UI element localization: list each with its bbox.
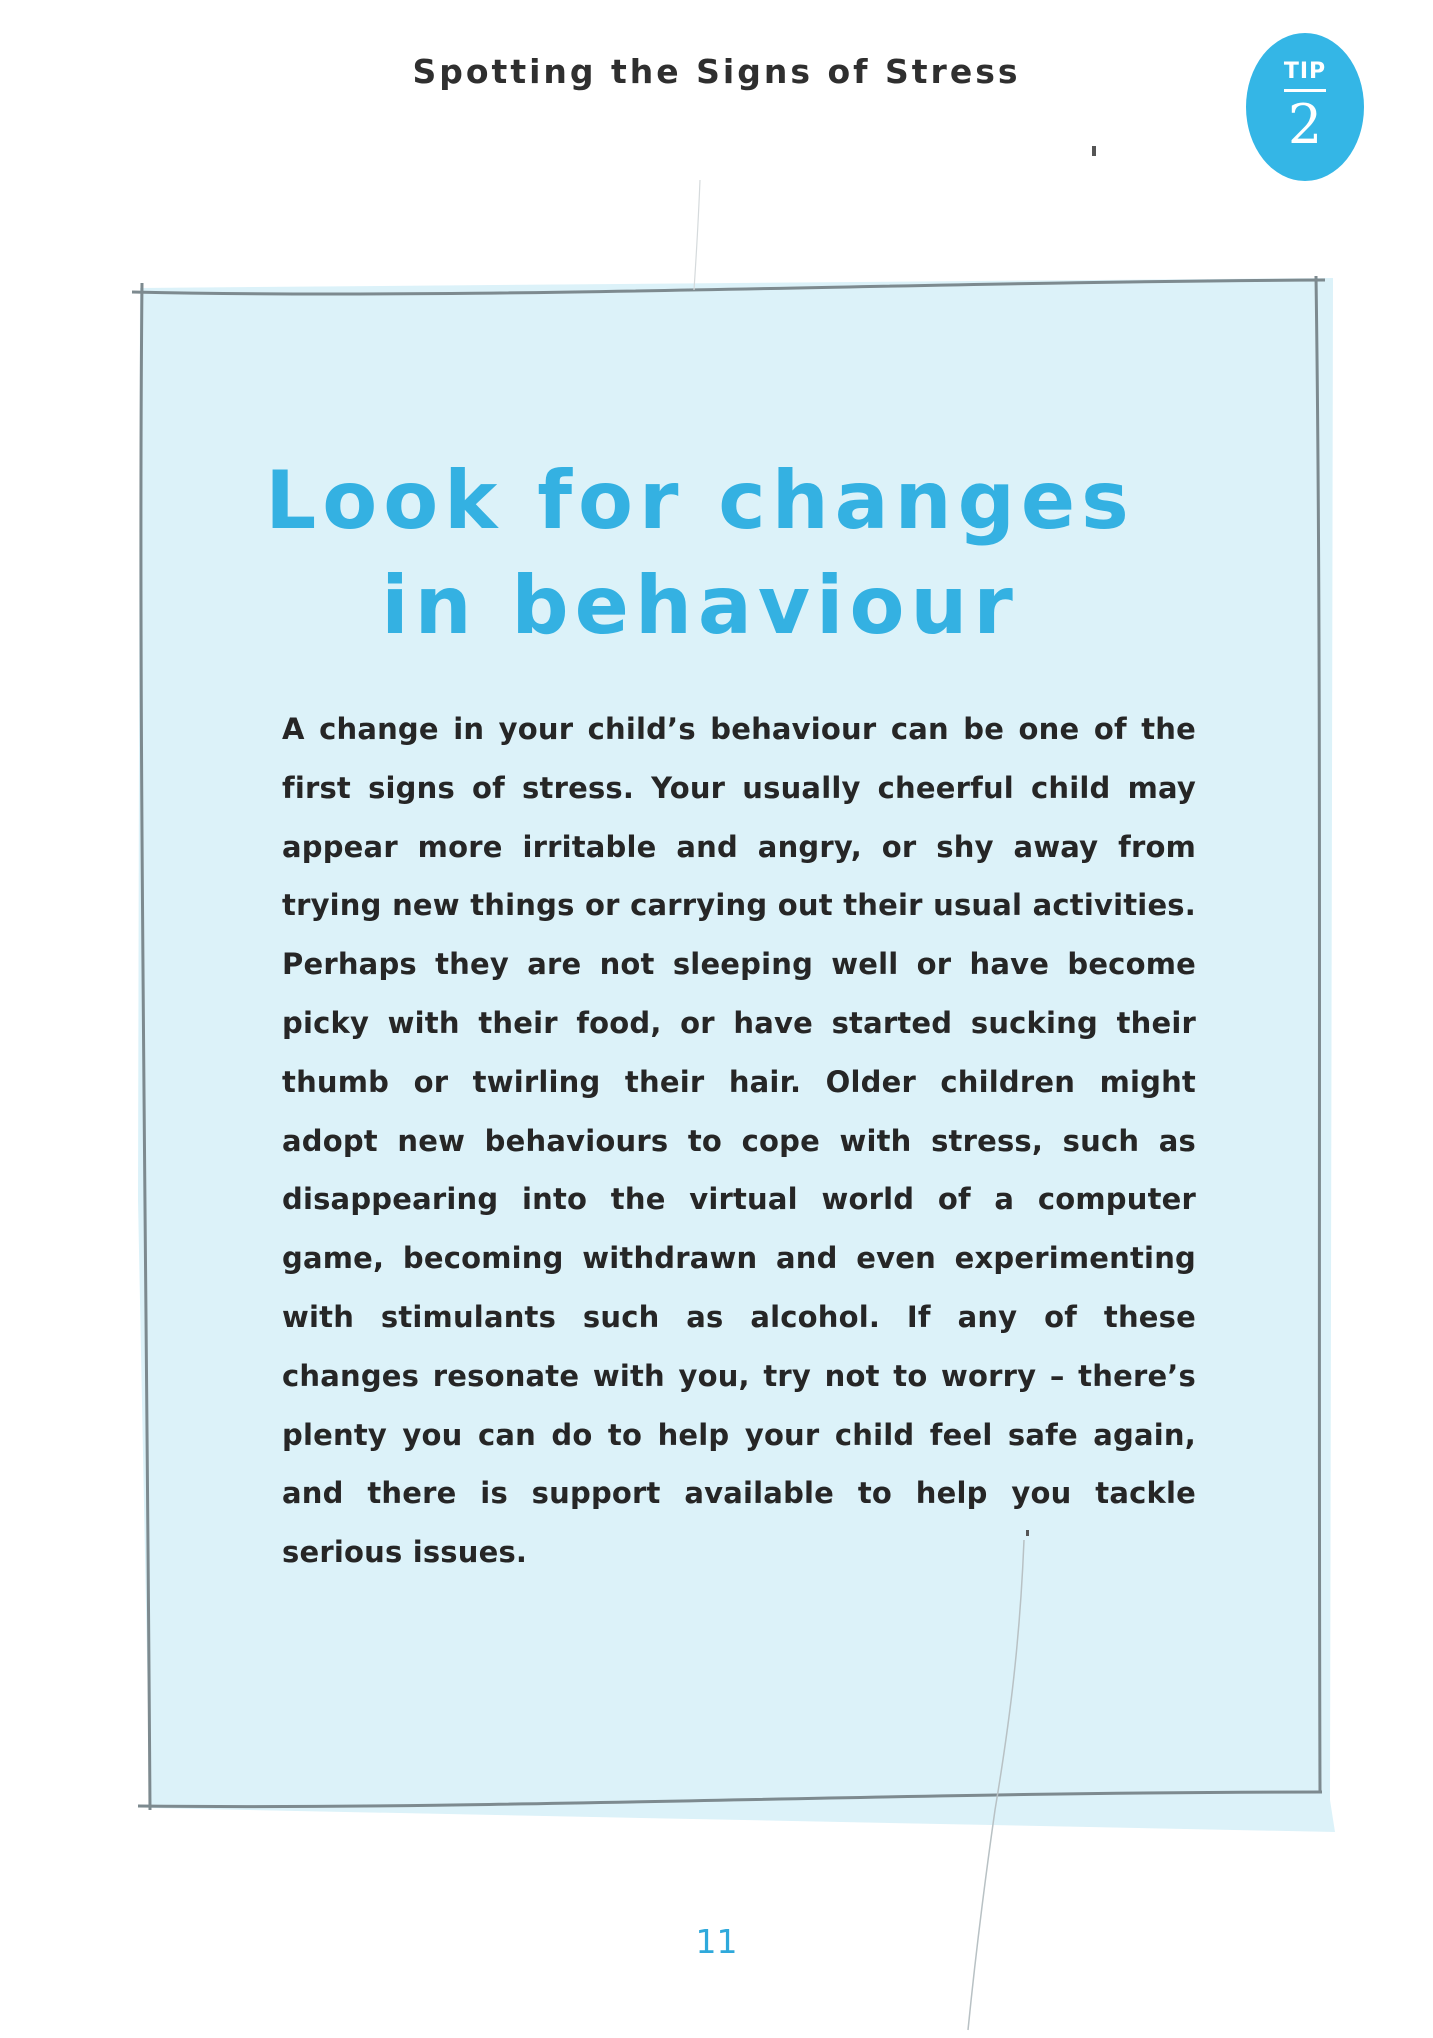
tip-label: TIP (1283, 59, 1327, 84)
running-header-title: Spotting the Signs of Stress (412, 52, 1021, 91)
heading-line-2: in behaviour (381, 559, 1019, 652)
tip-number: 2 (1287, 93, 1323, 156)
panel-body-text: A change in your child’s behaviour can be one of the first signs of stress. Your usually cheerful child may appear more irritable and angry, or shy away from trying new things or carrying out their usual activities. Perhaps they are not sleeping well or have become picky with their food, or have started sucking their thumb or twirling their hair. Older children might adopt new behaviours to cope with stress, such as disappearing into the virtual world of a computer game, becoming withdrawn and even experimenting with stimulants such as alcohol. If any of these changes resonate with you, try not to worry – there’s plenty you can do to help your child feel safe again, and there is support available to help you tackle serious issues. (282, 712, 1196, 1570)
scan-speck (1026, 1530, 1029, 1536)
scan-speck (1092, 146, 1096, 156)
sketch-line (694, 180, 700, 290)
heading-line-1: Look for changes (265, 454, 1135, 547)
page-number: 11 (695, 1922, 738, 1961)
panel-heading (200, 448, 1200, 658)
